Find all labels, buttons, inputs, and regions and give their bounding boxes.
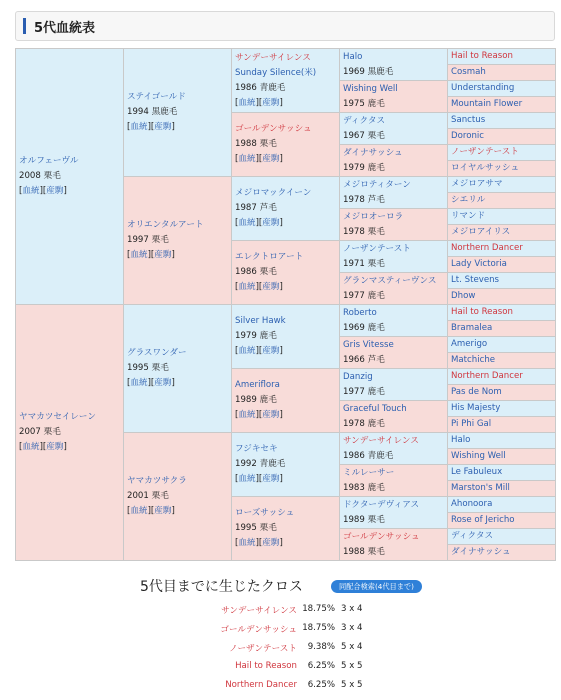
horse-name-link[interactable]: Marston's Mill xyxy=(451,483,510,493)
pedigree-link[interactable]: 血統 xyxy=(130,250,148,260)
horse-name-link[interactable]: Rose of Jericho xyxy=(451,515,515,525)
horse-birth-color: 1989 鹿毛 xyxy=(235,395,277,405)
bracket: [ xyxy=(235,346,239,356)
pedigree-cell-gen3 xyxy=(232,241,340,305)
pedigree-cell-gen4 xyxy=(340,49,448,81)
pedigree-cell-gen5 xyxy=(448,225,556,241)
horse-birth-color: 1971 栗毛 xyxy=(343,258,385,269)
bracket: ] xyxy=(171,378,175,388)
pedigree-cell-gen5 xyxy=(448,417,556,433)
cross-generations: 3 x 4 xyxy=(341,604,363,614)
pedigree-cell-gen4 xyxy=(340,305,448,337)
pedigree-cell-gen4 xyxy=(340,81,448,113)
horse-birth-color: 2008 栗毛 xyxy=(19,171,61,181)
horse-name-link[interactable]: リマンド xyxy=(451,211,486,221)
horse-birth-color: 1994 黒鹿毛 xyxy=(127,107,178,117)
pedigree-cell-gen5 xyxy=(448,65,556,81)
pedigree-link[interactable]: 血統 xyxy=(130,378,148,388)
pedigree-row xyxy=(16,49,556,65)
pedigree-links xyxy=(235,280,336,295)
pedigree-cell-gen4 xyxy=(340,209,448,241)
horse-name-link[interactable]: メジロマックイーン xyxy=(235,188,312,198)
bracket: ][ xyxy=(255,282,263,292)
cross-percentage: 18.75% xyxy=(302,604,335,614)
pedigree-cell-gen4 xyxy=(340,177,448,209)
cross-row xyxy=(15,623,555,639)
same-mating-search-button[interactable]: 同配合検索(4代目まで) xyxy=(331,580,422,593)
cross-horse-link[interactable]: Hail to Reason xyxy=(235,661,297,671)
pedigree-cell-gen5 xyxy=(448,545,556,561)
pedigree-cell-gen5 xyxy=(448,465,556,481)
cross-row xyxy=(15,661,555,677)
horse-birth-color: 1986 栗毛 xyxy=(235,267,277,277)
pedigree-cell-gen5 xyxy=(448,305,556,321)
pedigree-cell-gen5 xyxy=(448,529,556,545)
horse-name-link[interactable]: Pi Phi Gal xyxy=(451,419,492,429)
bracket: ][ xyxy=(255,474,263,484)
bracket: ] xyxy=(279,154,283,164)
pedigree-links xyxy=(235,472,336,487)
pedigree-cell-gen4 xyxy=(340,113,448,145)
bracket: ] xyxy=(63,442,67,452)
horse-name-link[interactable]: ディクタス xyxy=(343,115,386,126)
horse-name-link[interactable]: オリエンタルアート xyxy=(127,220,204,230)
pedigree-cell-gen3 xyxy=(232,49,340,113)
header-accent-bar xyxy=(23,18,26,34)
pedigree-cell-gen5 xyxy=(448,449,556,465)
horse-name-link[interactable]: ゴールデンサッシュ xyxy=(343,531,420,542)
offspring-link[interactable]: 産駒 xyxy=(262,154,280,164)
horse-name-link[interactable]: Bramalea xyxy=(451,323,493,333)
pedigree-link[interactable]: 血統 xyxy=(22,442,40,452)
bracket: ] xyxy=(279,218,283,228)
pedigree-cell-gen5 xyxy=(448,49,556,65)
horse-name-link[interactable]: メジロオーロラ xyxy=(343,211,404,222)
horse-name-link[interactable]: サンデーサイレンス xyxy=(235,52,311,63)
horse-birth-color: 1969 鹿毛 xyxy=(343,322,385,333)
cross-horse-link[interactable]: Northern Dancer xyxy=(225,680,297,690)
offspring-link[interactable]: 産駒 xyxy=(154,378,172,388)
pedigree-links xyxy=(235,408,336,423)
horse-name-link[interactable]: グラスワンダー xyxy=(127,348,187,358)
pedigree-cell-gen4 xyxy=(340,465,448,497)
horse-name-link[interactable]: ゴールデンサッシュ xyxy=(235,124,312,134)
pedigree-links xyxy=(127,248,228,263)
cross-horse-link[interactable]: ゴールデンサッシュ xyxy=(220,625,297,635)
pedigree-link[interactable]: 血統 xyxy=(238,282,256,292)
bracket: [ xyxy=(235,474,239,484)
pedigree-links xyxy=(235,96,336,111)
horse-birth-color: 2001 栗毛 xyxy=(127,491,169,501)
bracket: ] xyxy=(171,506,175,516)
bracket: [ xyxy=(235,410,239,420)
pedigree-link[interactable]: 血統 xyxy=(238,97,256,108)
pedigree-link[interactable]: 血統 xyxy=(238,410,256,420)
cross-horse-link[interactable]: サンデーサイレンス xyxy=(221,606,297,616)
horse-birth-color: 1967 栗毛 xyxy=(343,130,385,141)
cross-generations: 5 x 4 xyxy=(341,642,363,652)
horse-name-link[interactable]: Cosmah xyxy=(451,67,486,77)
horse-birth-color: 1988 栗毛 xyxy=(235,139,277,149)
pedigree-cell-gen5 xyxy=(448,209,556,225)
offspring-link[interactable]: 産駒 xyxy=(262,410,280,420)
offspring-link[interactable]: 産駒 xyxy=(154,250,172,260)
horse-name-link[interactable]: エレクトロアート xyxy=(235,252,304,262)
offspring-link[interactable]: 産駒 xyxy=(262,346,280,356)
horse-name-link[interactable]: Pas de Nom xyxy=(451,387,502,397)
horse-birth-color: 1987 芦毛 xyxy=(235,203,277,213)
pedigree-cell-gen5 xyxy=(448,81,556,97)
bracket: ][ xyxy=(39,186,47,196)
bracket: [ xyxy=(127,506,131,516)
pedigree-cell-gen2 xyxy=(124,177,232,305)
pedigree-cell-gen4 xyxy=(340,433,448,465)
pedigree-cell-gen2 xyxy=(124,49,232,177)
horse-birth-color: 1986 青鹿毛 xyxy=(343,450,394,461)
horse-name-link[interactable]: メジロアサマ xyxy=(451,179,503,189)
horse-birth-color: 1983 鹿毛 xyxy=(343,482,385,493)
pedigree-cell-gen5 xyxy=(448,497,556,513)
horse-name-link[interactable]: ディクタス xyxy=(451,531,494,541)
bracket: [ xyxy=(235,218,239,228)
pedigree-cell-gen5 xyxy=(448,401,556,417)
horse-name-link[interactable]: ヤマカツセイレーン xyxy=(19,412,96,422)
cross-percentage: 9.38% xyxy=(307,642,335,652)
section-title: 5代血統表 xyxy=(34,21,96,36)
offspring-link[interactable]: 産駒 xyxy=(46,186,64,196)
horse-name-link[interactable]: Northern Dancer xyxy=(451,371,523,381)
pedigree-links xyxy=(235,344,336,359)
bracket: [ xyxy=(127,250,131,260)
horse-name-link[interactable]: ミルレーサー xyxy=(343,467,395,478)
horse-name-link[interactable]: ダイナサッシュ xyxy=(343,147,403,158)
pedigree-cell-gen5 xyxy=(448,161,556,177)
cross-generations: 5 x 5 xyxy=(341,661,363,671)
horse-name-link[interactable]: フジキセキ xyxy=(235,444,278,454)
horse-birth-color: 1977 鹿毛 xyxy=(343,386,385,397)
bracket: [ xyxy=(235,154,239,164)
pedigree-cell-gen5 xyxy=(448,321,556,337)
pedigree-link[interactable]: 血統 xyxy=(238,218,256,228)
horse-name-link[interactable]: Lady Victoria xyxy=(451,259,507,269)
horse-name-link[interactable]: Graceful Touch xyxy=(343,403,407,414)
horse-name-link[interactable]: オルフェーヴル xyxy=(19,156,79,166)
horse-name-link[interactable]: Sanctus xyxy=(451,115,486,125)
pedigree-cell-gen5 xyxy=(448,257,556,273)
horse-birth-color: 1997 栗毛 xyxy=(127,235,169,245)
horse-name-link[interactable]: Hail to Reason xyxy=(451,51,513,61)
horse-name-link[interactable]: メジロティターン xyxy=(343,179,411,190)
horse-name-link[interactable]: Amerigo xyxy=(451,339,488,349)
pedigree-cell-gen2 xyxy=(124,305,232,433)
bracket: ][ xyxy=(147,250,155,260)
horse-name-link[interactable]: Halo xyxy=(343,51,363,62)
cross-generations: 3 x 4 xyxy=(341,623,363,633)
horse-name-link[interactable]: ダイナサッシュ xyxy=(451,547,511,557)
pedigree-links xyxy=(127,504,228,519)
pedigree-cell-gen5 xyxy=(448,481,556,497)
pedigree-cell-gen3 xyxy=(232,305,340,369)
bracket: ] xyxy=(279,346,283,356)
pedigree-cell-gen5 xyxy=(448,513,556,529)
cross-percentage: 18.75% xyxy=(302,623,335,633)
horse-birth-color: 1978 栗毛 xyxy=(343,226,385,237)
horse-birth-color: 1995 栗毛 xyxy=(235,523,277,533)
horse-birth-color: 1988 栗毛 xyxy=(343,546,385,557)
cross-row xyxy=(15,642,555,658)
pedigree-cell-gen3 xyxy=(232,113,340,177)
bracket: ] xyxy=(171,122,175,132)
pedigree-cell-gen5 xyxy=(448,385,556,401)
horse-name-link[interactable]: Silver Hawk xyxy=(235,316,286,326)
pedigree-cell-gen5 xyxy=(448,177,556,193)
horse-birth-color: 1989 栗毛 xyxy=(343,514,385,525)
horse-birth-color: 1992 青鹿毛 xyxy=(235,459,286,469)
offspring-link[interactable]: 産駒 xyxy=(262,538,280,548)
horse-foreign-name-link[interactable]: Sunday Silence(米) xyxy=(235,67,317,78)
horse-name-link[interactable]: Ahonoora xyxy=(451,499,493,509)
cross-title: 5代目までに生じたクロス xyxy=(140,579,303,595)
horse-birth-color: 1969 黒鹿毛 xyxy=(343,66,394,77)
horse-name-link[interactable]: Matchiche xyxy=(451,355,496,365)
pedigree-link[interactable]: 血統 xyxy=(22,186,40,196)
cross-percentage: 6.25% xyxy=(307,661,335,671)
pedigree-table xyxy=(15,48,556,561)
horse-birth-color: 1979 鹿毛 xyxy=(235,331,277,341)
horse-name-link[interactable]: グランマスティーヴンス xyxy=(343,275,437,286)
bracket: ][ xyxy=(255,538,263,548)
pedigree-links xyxy=(235,152,336,167)
cross-generations: 5 x 5 xyxy=(341,680,363,690)
bracket: ] xyxy=(63,186,67,196)
horse-birth-color: 1995 栗毛 xyxy=(127,363,169,373)
bracket: ] xyxy=(171,250,175,260)
horse-name-link[interactable]: Understanding xyxy=(451,83,515,93)
bracket: ] xyxy=(279,410,283,420)
horse-name-link[interactable]: Wishing Well xyxy=(343,83,398,94)
pedigree-cell-gen4 xyxy=(340,497,448,529)
pedigree-cell-gen4 xyxy=(340,145,448,177)
horse-name-link[interactable]: ローズサッシュ xyxy=(235,508,295,518)
pedigree-cell-gen3 xyxy=(232,369,340,433)
bracket: [ xyxy=(127,378,131,388)
horse-birth-color: 1979 鹿毛 xyxy=(343,162,385,173)
pedigree-link[interactable]: 血統 xyxy=(130,122,148,132)
pedigree-cell-gen5 xyxy=(448,241,556,257)
pedigree-cell-gen5 xyxy=(448,193,556,209)
bracket: ] xyxy=(279,282,283,292)
pedigree-link[interactable]: 血統 xyxy=(238,154,256,164)
bracket: ] xyxy=(279,538,283,548)
pedigree-links xyxy=(19,184,120,199)
horse-name-link[interactable]: ドクターデヴィアス xyxy=(343,499,420,510)
bracket: ][ xyxy=(255,218,263,228)
pedigree-link[interactable]: 血統 xyxy=(238,538,256,548)
horse-birth-color: 1977 鹿毛 xyxy=(343,290,385,301)
bracket: ][ xyxy=(255,346,263,356)
bracket: ][ xyxy=(147,122,155,132)
offspring-link[interactable]: 産駒 xyxy=(154,506,172,516)
cross-row xyxy=(15,680,555,696)
horse-name-link[interactable]: Doronic xyxy=(451,131,485,141)
horse-name-link[interactable]: ノーザンテースト xyxy=(451,147,519,157)
pedigree-cell-gen1 xyxy=(16,49,124,305)
pedigree-link[interactable]: 血統 xyxy=(238,474,256,484)
horse-name-link[interactable]: Lt. Stevens xyxy=(451,275,500,285)
bracket: [ xyxy=(235,282,239,292)
horse-name-link[interactable]: メジロアイリス xyxy=(451,227,511,237)
pedigree-cell-gen5 xyxy=(448,129,556,145)
horse-birth-color: 1978 鹿毛 xyxy=(343,418,385,429)
offspring-link[interactable]: 産駒 xyxy=(262,282,280,292)
bracket: [ xyxy=(19,186,23,196)
bracket: ][ xyxy=(39,442,47,452)
offspring-link[interactable]: 産駒 xyxy=(46,442,64,452)
bracket: ] xyxy=(279,474,283,484)
horse-birth-color: 1986 青鹿毛 xyxy=(235,82,286,93)
pedigree-cell-gen5 xyxy=(448,289,556,305)
pedigree-links xyxy=(19,440,120,455)
pedigree-cell-gen4 xyxy=(340,337,448,369)
horse-name-link[interactable]: Wishing Well xyxy=(451,451,506,461)
horse-name-link[interactable]: Gris Vitesse xyxy=(343,339,394,350)
horse-birth-color: 1966 芦毛 xyxy=(343,354,385,365)
horse-name-link[interactable]: His Majesty xyxy=(451,403,501,413)
pedigree-cell-gen4 xyxy=(340,401,448,433)
cross-percentage: 6.25% xyxy=(307,680,335,690)
pedigree-links xyxy=(235,536,336,551)
pedigree-links xyxy=(127,120,228,135)
pedigree-cell-gen5 xyxy=(448,273,556,289)
pedigree-cell-gen2 xyxy=(124,433,232,561)
bracket: [ xyxy=(235,538,239,548)
bracket: ][ xyxy=(147,506,155,516)
bracket: [ xyxy=(19,442,23,452)
horse-name-link[interactable]: Hail to Reason xyxy=(451,307,513,317)
offspring-link[interactable]: 産駒 xyxy=(154,122,172,132)
pedigree-cell-gen1 xyxy=(16,305,124,561)
pedigree-cell-gen3 xyxy=(232,497,340,561)
horse-name-link[interactable]: Dhow xyxy=(451,291,476,301)
horse-name-link[interactable]: Roberto xyxy=(343,307,377,318)
horse-name-link[interactable]: Halo xyxy=(451,435,471,445)
pedigree-cell-gen3 xyxy=(232,177,340,241)
bracket: [ xyxy=(235,97,239,108)
pedigree-cell-gen5 xyxy=(448,433,556,449)
horse-name-link[interactable]: シエリル xyxy=(451,195,486,205)
horse-name-link[interactable]: サンデーサイレンス xyxy=(343,435,419,446)
pedigree-cell-gen5 xyxy=(448,337,556,353)
pedigree-cell-gen5 xyxy=(448,113,556,129)
pedigree-links xyxy=(235,216,336,231)
bracket: [ xyxy=(127,122,131,132)
pedigree-cell-gen5 xyxy=(448,145,556,161)
horse-name-link[interactable]: ステイゴールド xyxy=(127,92,186,102)
pedigree-links xyxy=(127,376,228,391)
bracket: ] xyxy=(279,97,283,108)
horse-name-link[interactable]: ロイヤルサッシュ xyxy=(451,163,520,173)
horse-birth-color: 1975 鹿毛 xyxy=(343,98,385,109)
cross-row xyxy=(15,604,555,620)
horse-name-link[interactable]: ノーザンテースト xyxy=(343,243,411,254)
pedigree-cell-gen5 xyxy=(448,369,556,385)
pedigree-cell-gen3 xyxy=(232,433,340,497)
cross-horse-link[interactable]: ノーザンテースト xyxy=(229,644,297,654)
pedigree-cell-gen4 xyxy=(340,273,448,305)
bracket: ][ xyxy=(255,154,263,164)
horse-name-link[interactable]: Le Fabuleux xyxy=(451,467,503,477)
offspring-link[interactable]: 産駒 xyxy=(262,218,280,228)
horse-birth-color: 1978 芦毛 xyxy=(343,194,385,205)
pedigree-link[interactable]: 血統 xyxy=(238,346,256,356)
pedigree-cell-gen5 xyxy=(448,97,556,113)
horse-name-link[interactable]: Ameriflora xyxy=(235,380,280,390)
offspring-link[interactable]: 産駒 xyxy=(262,474,280,484)
pedigree-cell-gen4 xyxy=(340,241,448,273)
offspring-link[interactable]: 産駒 xyxy=(262,97,280,108)
bracket: ][ xyxy=(255,97,263,108)
pedigree-cell-gen4 xyxy=(340,529,448,561)
pedigree-row xyxy=(16,305,556,321)
pedigree-section-header xyxy=(15,11,555,41)
horse-name-link[interactable]: Danzig xyxy=(343,371,373,382)
pedigree-cell-gen4 xyxy=(340,369,448,401)
bracket: ][ xyxy=(255,410,263,420)
horse-name-link[interactable]: ヤマカツサクラ xyxy=(127,476,187,486)
horse-name-link[interactable]: Mountain Flower xyxy=(451,99,523,109)
pedigree-cell-gen5 xyxy=(448,353,556,369)
pedigree-link[interactable]: 血統 xyxy=(130,506,148,516)
horse-name-link[interactable]: Northern Dancer xyxy=(451,243,523,253)
bracket: ][ xyxy=(147,378,155,388)
horse-birth-color: 2007 栗毛 xyxy=(19,427,61,437)
